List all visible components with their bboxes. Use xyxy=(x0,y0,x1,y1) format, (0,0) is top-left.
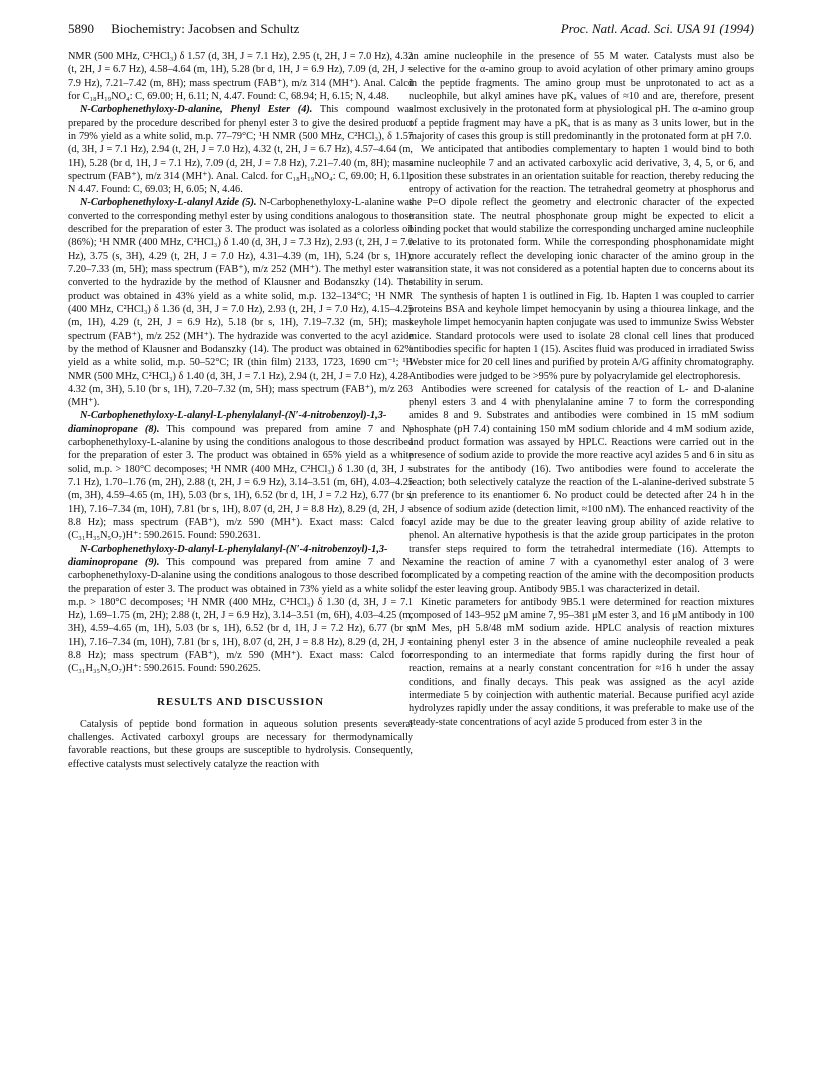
compound-4-body: This compound was prepared by the procedure described for phenyl ester 3 to give the desired product in 79% yield as a white solid, m.p. 77–79°C; ¹H NMR (500 MHz, C²HCl₃), δ 1.57 (d, 3H, J = 7.1 Hz), 2.94 (t, 2H, J = 7.0 Hz), 4.32 (t, 2H, J = 6.7 Hz), 4.57–4.64 (m, 1H), 5.28 (br d, 1H, J = 7.1 Hz), 7.09 (d, 2H, J = 7.8 Hz), 7.21–7.40 (m, 8H); mass spectrum (FAB⁺), m/z 314 (MH⁺). Anal. Calcd. for C₁₈H₁₉NO₄: C, 69.00; H, 6.11; N 4.47. Found: C, 69.03; H, 6.05; N, 4.46. xyxy=(68,104,413,196)
compound-9-title: N-Carbophenethyloxy-D-alanyl-L-phenylalanyl-(N′-4-nitrobenzoyl)-1,3-diaminopropane (9). xyxy=(68,543,388,568)
synthesis-paragraph: The synthesis of hapten 1 is outlined in Fig. 1b. Hapten 1 was coupled to carrier proteins BSA and keyhole limpet hemocyanin by using a thiourea linkage, and the keyhole limpet hemocyanin hapten conjugate was used to immunize Swiss Webster mice. Standard protocols were used to isolate 28 clonal cell lines that produced antibodies specific for hapten 1 (15). Ascites fluid was produced in irradiated Swiss Webster mice for 20 cell lines and purified by protein A/G affinity chromatography. Antibodies were judged to be >95% pure by polyacrylamide gel electrophoresis. xyxy=(409,290,754,382)
compound-4-paragraph xyxy=(68,103,413,196)
compound-4-title: N-Carbophenethyloxy-D-alanine, Phenyl Ester (4). xyxy=(80,104,313,116)
page-header xyxy=(68,20,754,38)
compound-5-body: N-Carbophenethyloxy-L-alanine was converted to the corresponding methyl ester by using conditions analogous to those described for the preparation of ester 3. The product was isolated as a colorless oil (86%); ¹H NMR (400 MHz, C²HCl₃) δ 1.40 (d, 3H, J = 7.3 Hz), 2.93 (t, 2H, J = 7.0 Hz), 3.75 (s, 3H), 4.29 (t, 2H, J = 7.0 Hz), 4.31–4.39 (m, 1H), 5.24 (br s, 1H), 7.20–7.33 (m, 5H); mass spectrum (FAB⁺), m/z 252 (MH⁺). The methyl ester was converted to the hydrazide by the method of Klausner and Bodanszky (14). The product was obtained in 43% yield as a white solid, m.p. 132–134°C; ¹H NMR (400 MHz, C²HCl₃) δ 1.36 (d, 3H, J = 7.0 Hz), 2.93 (t, 2H, J = 7.0 Hz), 4.15–4.25 (m, 1H), 4.29 (t, 2H, J = 6.9 Hz), 5.18 (br s, 1H), 7.19–7.32 (m, 5H); mass spectrum (FAB⁺), m/z 252 (MH⁺). The hydrazide was converted to the acyl azide by the method of Klausner and Bodanszky (14). The product was obtained in 62% yield as a white solid, m.p. 50–52°C; IR (thin film) 2133, 1723, 1690 cm⁻¹; ¹H NMR (500 MHz, C²HCl₃) δ 1.40 (d, 3H, J = 7.1 Hz), 2.94 (t, 2H, J = 7.0 Hz), 4.28–4.32 (m, 3H), 5.10 (br s, 1H), 7.20–7.32 (m, 5H); mass spectrum (FAB⁺), m/z 263 (MH⁺). xyxy=(68,197,414,409)
screening-paragraph: Antibodies were screened for catalysis of the reaction of L- and D-alanine phenyl esters 3 and 4 with phenylalanine amine 7 to form the corresponding amides 8 and 9. Substrates and antibodies were combined in 15 mM sodium phosphate (pH 7.4) containing 150 mM sodium chloride and 4 mM sodium azide, and product formation was assayed by HPLC. Reactions were carried out in the presence of sodium azide to provide the more reactive acyl azides 5 and 6 in situ as substrates for the antibody (16). Two antibodies were found to accelerate the reaction; both selectively catalyze the reaction of the L-alanine-derived substrate 5 in preference to its enantiomer 6. No product could be detected after 24 h in the absence of sodium azide (detection limit, ≈100 nM). The enhanced reactivity of the acyl azide may be due to the greater leaving group ability of azide relative to phenol. An alternative hypothesis is that the azide group participates in the proton transfer steps required to form the tetrahedral intermediate (16). Attempts to examine the reaction of amine 7 with a cyanomethyl ester analog of 3 were complicated by a competing reaction of the amine with the decomposition products of the ester leaving group. Antibody 9B5.1 was characterized in detail. xyxy=(409,383,754,595)
compound-8-body: This compound was prepared from amine 7 and N-carbophenethyloxy-L-alanine by using the conditions analogous to those described for the preparation of ester 3. The product was obtained in 65% yield as a white solid, m.p. > 180°C decomposes; ¹H NMR (400 MHz, C²HCl₃) δ 1.30 (d, 3H, J = 7.1 Hz), 1.70–1.76 (m, 2H), 2.88 (t, 2H, J = 6.9 Hz), 3.14–3.51 (m, 6H), 4.03–4.25 (m, 3H), 4.59–4.65 (m, 1H), 5.03 (br s, 1H), 6.52 (br d, 1H, J = 7.2 Hz), 6.77 (br s, 1H), 7.16–7.34 (m, 10H), 7.81 (br s, 1H), 8.07 (d, 2H, J = 8.8 Hz), 8.29 (d, 2H, J = 8.8 Hz); mass spectrum (FAB⁺), m/z 590 (MH⁺). Exact mass: Calcd for (C₃₁H₃₅N₅O₇)H⁺: 590.2615. Found: 590.2631. xyxy=(68,423,413,542)
compound-9-body: This compound was prepared from amine 7 and N-carbophenethyloxy-D-alanine using the conditions analogous to those described for the preparation of ester 3. The product was obtained in 73% yield as a white solid, m.p. > 180°C decomposes; ¹H NMR (400 MHz, C²HCl₃) δ 1.30 (d, 3H, J = 7.1 Hz), 1.69–1.75 (m, 2H); 2.88 (t, 2H, J = 6.9 Hz), 3.14–3.51 (m, 6H), 4.03–4.25 (m, 3H), 4.59–4.65 (m, 1H), 5.03 (br s, 1H), 6.52 (br d, 1H, J = 7.2 Hz), 6.77 (br s, 1H), 7.16–7.34 (m, 10H), 7.81 (br s, 1H), 8.07 (d, 2H, J = 8.8 Hz), 8.29 (d, 2H, J = 8.8 Hz); mass spectrum (FAB⁺), m/z 590 (MH⁺). Exact mass: Calcd for (C₃₁H₃₅N₅O₇)H⁺: 590.2615. Found: 590.2625. xyxy=(68,556,413,675)
page-number: 5890 xyxy=(68,21,94,36)
header-left xyxy=(68,20,299,38)
journal-citation: Proc. Natl. Acad. Sci. USA 91 (1994) xyxy=(560,21,754,36)
compound-5-title: N-Carbophenethyloxy-L-alanyl Azide (5). xyxy=(80,197,257,209)
left-column xyxy=(68,50,413,771)
compound-8-title: N-Carbophenethyloxy-L-alanyl-L-phenylalanyl-(N′-4-nitrobenzoyl)-1,3-diaminopropane (8). xyxy=(68,410,387,435)
results-paragraph: Catalysis of peptide bond formation in aqueous solution presents several challenges. Activated carboxyl groups are necessary for thermodynamically favorable reactions, but these groups are susceptible to hydrolysis. Consequently, effective catalysts must selectively catalyze the reaction with xyxy=(68,718,413,770)
continued-paragraph: an amine nucleophile in the presence of 55 M water. Catalysts must also be selective for the α-amino group to avoid acylation of other primary amino groups in the peptide fragments. The amino group must be unprotonated to act as a nucleophile, but alkyl amines have pKₐ values of ≈10 and are, therefore, present almost exclusively in the protonated form at physiological pH. The α-amino group of a peptide fragment may have a pKₐ that is as many as 3 units lower, but in the majority of cases this group is still predominantly in the protonated form at pH 7.0. xyxy=(409,51,754,142)
running-title: Biochemistry: Jacobsen and Schultz xyxy=(111,21,300,36)
kinetic-paragraph: Kinetic parameters for antibody 9B5.1 were determined for reaction mixtures composed of 143–952 μM amine 7, 95–381 μM ester 3, and 16 μM antibody in 100 mM Mes, pH 5.8/48 mM sodium azide. HPLC analysis of reaction mixtures containing phenyl ester 3 in the absence of amine nucleophile revealed a peak corresponding to an intermediate that forms rapidly during the first hour of reaction, remains at a nearly constant concentration for ≈16 h under the assay conditions, and finally decays. This peak was assigned as the acyl azide intermediate 5 by coinjection with authentic material. Because purified acyl azide hydrolyzes rapidly under the assay conditions, it was preferable to make use of the steady-state concentrations of acyl azide 5 produced from ester 3 in the xyxy=(409,596,754,728)
section-heading: RESULTS AND DISCUSSION xyxy=(156,695,325,708)
compound-8-paragraph xyxy=(68,409,413,542)
right-column xyxy=(409,50,754,729)
compound-9-paragraph xyxy=(68,543,413,676)
hapten-paragraph: We anticipated that antibodies complementary to hapten 1 would bind to both amine nucleophile 7 and an activated carboxylic acid derivative, 3, 4, 5, or 6, and position these substrates in an orientation suitable for reaction, thereby reducing the entropy of activation for the reaction. The tetrahedral geometry at phosphorus and the P=O dipole reflect the geometry and electronic character of the expected transition state. The neutral phosphonate group might be expected to elicit a binding pocket that would stabilize the corresponding uncharged amine nucleophile relative to its protonated form. While the corresponding phosphonamidate might more accurately reflect the developing ionic character of the amino group in the transition state, it was not considered as a potential hapten due to concerns about its stability in serum. xyxy=(409,144,754,289)
compound-5-paragraph xyxy=(68,196,413,409)
nmr-continued-paragraph: NMR (500 MHz, C²HCl₃) δ 1.57 (d, 3H, J = 7.1 Hz), 2.95 (t, 2H, J = 7.0 Hz), 4.32 (t, 2H, J = 6.7 Hz), 4.58–4.64 (m, 1H), 5.28 (br d, 1H, J = 6.9 Hz), 7.09 (d, 2H, J = 7.9 Hz), 7.21–7.42 (m, 8H); mass spectrum (FAB⁺), m/z 314 (MH⁺). Anal. Calcd for C₁₈H₁₉NO₄: C, 69.00; H, 6.11; N, 4.47. Found: C, 68.94; H, 6.15; N, 4.48. xyxy=(68,51,413,102)
